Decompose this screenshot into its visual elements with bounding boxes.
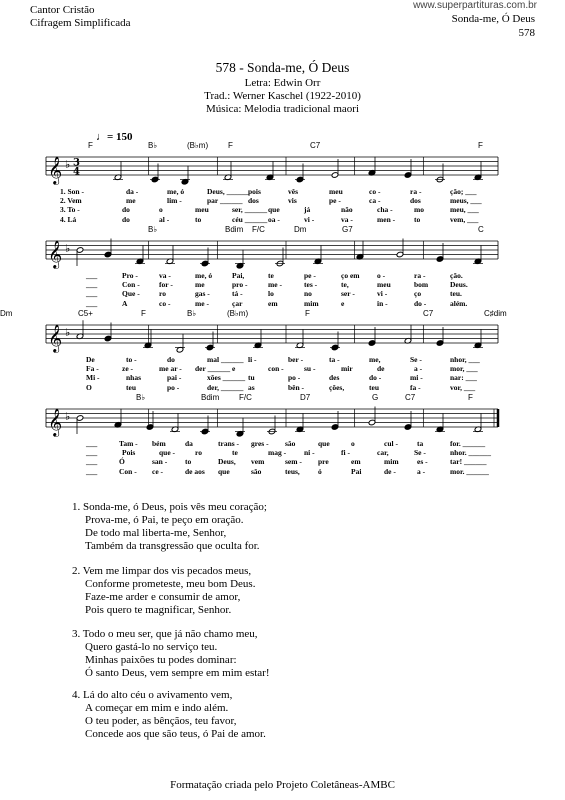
chord-label: B♭ — [148, 141, 158, 150]
lyric-syllable: su - — [304, 364, 316, 373]
verse-line: Também da transgressão que oculta for. — [85, 540, 260, 552]
lyric-syllable: em — [351, 457, 361, 466]
lyric-syllable: do — [122, 215, 130, 224]
lyric-syllable: ___ — [86, 439, 98, 448]
lyric-syllable: car, — [377, 448, 389, 457]
lyric-syllable: pois — [248, 187, 261, 196]
lyric-syllable: bém — [152, 439, 166, 448]
translation-credit: Trad.: Werner Kaschel (1922-2010) — [204, 90, 361, 102]
verse-1 — [72, 501, 267, 553]
lyric-syllable: ção. — [450, 271, 463, 280]
lyric-syllable: pe - — [304, 271, 316, 280]
chord-label: Bdim — [225, 225, 244, 234]
edition-name: Cifragem Simplificada — [30, 17, 131, 29]
time-signature-bottom: 4 — [73, 166, 80, 178]
lyric-syllable: ta - — [329, 355, 340, 364]
lyric-syllable: mim — [384, 457, 399, 466]
lyric-syllable: Deus. — [450, 280, 468, 289]
lyric-syllable: já — [304, 205, 311, 214]
lyric-syllable: Pai — [351, 467, 362, 476]
lyric-syllable: fi - — [341, 448, 350, 457]
lyric-syllable: mor. ______ — [450, 467, 489, 476]
chord-label: G — [372, 393, 379, 402]
verse-line: 1. Sonda-me, ó Deus, pois vês meu coração; — [72, 501, 267, 513]
lyric-syllable: par ______ — [207, 196, 243, 205]
lyric-syllable: mo — [414, 205, 424, 214]
chord-label: B♭ — [148, 225, 158, 234]
lyric-syllable: 1. Son - — [60, 187, 84, 196]
lyric-syllable: tu — [248, 373, 255, 382]
treble-clef-icon: 𝄞 — [48, 408, 63, 436]
lyric-syllable: e — [232, 364, 236, 373]
verse-3 — [72, 628, 270, 680]
music-credit: Música: Melodia tradicional maori — [205, 103, 360, 115]
lyric-syllable: vi - — [377, 289, 388, 298]
lyric-syllable: gas - — [195, 289, 210, 298]
lyric-syllable: me, — [369, 355, 381, 364]
site-watermark: www.superpartituras.com.br — [413, 0, 537, 11]
lyric-syllable: po - — [167, 383, 180, 392]
lyric-syllable: mim — [304, 299, 319, 308]
lyric-syllable: do — [167, 355, 175, 364]
lyric-syllable: 3. To - — [60, 205, 80, 214]
chord-label: F — [305, 309, 310, 318]
lyric-syllable: a - — [417, 467, 426, 476]
chord-label: C7 — [310, 141, 321, 150]
lyric-syllable: nhas — [126, 373, 142, 382]
chord-label: B♭ — [187, 309, 197, 318]
lyric-syllable: o — [351, 439, 355, 448]
chord-label: F — [468, 393, 473, 402]
tempo-value: = 150 — [107, 131, 133, 143]
verse-line: Conforme prometeste, meu bom Deus. — [85, 578, 256, 590]
chord-label: F — [228, 141, 233, 150]
lyric-syllable: çar — [232, 299, 243, 308]
lyric-syllable: ções, — [329, 383, 345, 392]
lyric-syllable: ser, ______ — [232, 205, 268, 214]
lyric-syllable: céu ______ — [232, 215, 268, 224]
lyric-syllable: Se - — [410, 355, 422, 364]
verse-line: O teu poder, as bênçãos, teu favor, — [85, 715, 237, 727]
lyric-syllable: ta — [417, 439, 424, 448]
lyric-syllable: li - — [248, 355, 257, 364]
chord-label: F/C — [239, 393, 252, 402]
lyric-syllable: teu — [369, 383, 379, 392]
lyric-syllable: con - — [268, 364, 284, 373]
verse-2 — [72, 565, 255, 617]
lyric-syllable: ro — [159, 289, 166, 298]
lyric-syllable: Con - — [122, 280, 140, 289]
lyric-syllable: Deus, ______ — [207, 187, 250, 196]
song-short-title: Sonda-me, Ó Deus — [451, 13, 535, 25]
footer-credit: Formatação criada pelo Projeto Coletâneas-AMBC — [170, 779, 395, 791]
lyric-syllable: for. ______ — [450, 439, 486, 448]
lyric-syllable: mi - — [410, 373, 423, 382]
lyric-syllable: pe - — [329, 196, 341, 205]
lyric-syllable: pro - — [232, 280, 248, 289]
lyric-syllable: ço em — [341, 271, 360, 280]
lyric-syllable: ce - — [152, 467, 164, 476]
lyric-syllable: mag - — [268, 448, 287, 457]
verse-line: Faze-me arder e consumir de amor, — [85, 591, 241, 603]
lyric-syllable: lim - — [167, 196, 182, 205]
page-title: 578 - Sonda-me, Ó Deus — [215, 60, 350, 75]
lyric-syllable: De — [86, 355, 95, 364]
lyric-syllable: são — [285, 439, 296, 448]
lyric-syllable: dos — [248, 196, 259, 205]
lyric-syllable: oa - — [268, 215, 280, 224]
chord-label: B♭ — [136, 393, 146, 402]
treble-clef-icon: 𝄞 — [48, 156, 63, 184]
lyric-syllable: san - — [152, 457, 168, 466]
lyric-syllable: sem - — [285, 457, 302, 466]
lyric-syllable: gres - — [251, 439, 269, 448]
lyric-syllable: o - — [377, 271, 386, 280]
lyric-syllable: do - — [414, 299, 427, 308]
lyric-syllable: da - — [126, 187, 139, 196]
lyric-syllable: teu — [126, 383, 136, 392]
lyric-syllable: va - — [341, 215, 353, 224]
lyric-syllable: meu, ___ — [450, 205, 479, 214]
lyric-syllable: ó — [318, 467, 322, 476]
lyric-syllable: xões ______ — [207, 373, 246, 382]
lyric-syllable: me, ó — [195, 271, 213, 280]
lyric-syllable: Fa - — [86, 364, 99, 373]
lyric-syllable: der, ______ — [207, 383, 244, 392]
lyric-syllable: da — [185, 439, 193, 448]
lyric-syllable: me ar - — [159, 364, 182, 373]
lyric-syllable: to - — [126, 355, 137, 364]
lyric-syllable: vi - — [304, 215, 315, 224]
verse-line: Prova-me, ó Pai, te peço em oração. — [85, 514, 244, 526]
treble-clef-icon: 𝄞 — [48, 324, 63, 352]
chord-label: C — [478, 225, 484, 234]
lyric-syllable: ___ — [86, 271, 98, 280]
lyric-syllable: 2. Vem — [60, 196, 82, 205]
verse-line: A começar em mim e indo além. — [85, 702, 229, 714]
lyric-syllable: des — [329, 373, 340, 382]
chord-label: C5+ — [78, 309, 93, 318]
lyric-syllable: mal ______ — [207, 355, 244, 364]
lyric-syllable: vis — [288, 196, 297, 205]
chord-label: D7 — [300, 393, 311, 402]
lyric-syllable: do - — [369, 373, 382, 382]
lyric-syllable: Pro - — [122, 271, 138, 280]
lyric-syllable: ção; ___ — [450, 187, 477, 196]
lyric-syllable: nhor, ___ — [450, 355, 480, 364]
lyric-syllable: em — [268, 299, 278, 308]
verse-line: De todo mal liberta-me, Senhor, — [85, 527, 227, 539]
lyric-syllable: que - — [159, 448, 176, 457]
lyric-syllable: me — [126, 196, 136, 205]
song-number: 578 — [518, 27, 535, 39]
book-name: Cantor Cristão — [30, 4, 95, 16]
lyrics-credit: Letra: Edwin Orr — [244, 77, 321, 89]
lyric-syllable: bom — [414, 280, 429, 289]
chord-label: C7 — [405, 393, 416, 402]
lyric-syllable: ca - — [369, 196, 381, 205]
lyric-syllable: meu — [377, 280, 391, 289]
lyric-syllable: Mi - — [86, 373, 100, 382]
lyric-syllable: ___ — [86, 289, 98, 298]
lyric-syllable: me - — [195, 299, 209, 308]
lyric-syllable: de aos — [185, 467, 205, 476]
flat-sign-icon: ♭ — [65, 326, 71, 339]
lyric-syllable: pai - — [167, 373, 182, 382]
lyric-syllable: po - — [288, 373, 301, 382]
lyric-syllable: tar! ______ — [450, 457, 487, 466]
lyric-syllable: ra - — [410, 187, 422, 196]
lyric-syllable: ra - — [414, 271, 426, 280]
chord-label: F — [141, 309, 146, 318]
chord-label: Bdim — [201, 393, 220, 402]
lyric-syllable: Ó — [119, 457, 125, 466]
chord-label: (B♭m) — [227, 309, 249, 318]
lyric-syllable: vem, ___ — [450, 215, 479, 224]
chord-label: F/C — [252, 225, 265, 234]
lyric-syllable: nar: ___ — [450, 373, 477, 382]
chord-label: Dm — [0, 309, 13, 318]
lyric-syllable: tes - — [304, 280, 318, 289]
lyric-syllable: de - — [384, 467, 396, 476]
lyric-syllable: nhor. ______ — [450, 448, 491, 457]
verse-line: Minhas paixões tu podes dominar: — [85, 654, 237, 666]
lyric-syllable: bên - — [288, 383, 305, 392]
verse-line: 3. Todo o meu ser, que já não chamo meu, — [72, 628, 258, 640]
lyric-syllable: to — [185, 457, 192, 466]
lyric-syllable: Se - — [414, 448, 426, 457]
lyric-syllable: der ______ — [195, 364, 231, 373]
lyric-syllable: são — [251, 467, 262, 476]
flat-sign-icon: ♭ — [65, 242, 71, 255]
chord-label: (B♭m) — [187, 141, 209, 150]
lyric-syllable: me - — [268, 280, 282, 289]
lyric-syllable: fa - — [410, 383, 421, 392]
chord-label: F — [478, 141, 483, 150]
lyric-syllable: in - — [377, 299, 388, 308]
lyric-syllable: ro — [195, 448, 202, 457]
lyric-syllable: lo — [268, 289, 274, 298]
lyric-syllable: teus, — [285, 467, 300, 476]
lyric-syllable: mor, ___ — [450, 364, 478, 373]
lyric-syllable: ___ — [86, 467, 98, 476]
lyric-syllable: es - — [417, 457, 428, 466]
lyric-syllable: dos — [410, 196, 421, 205]
lyric-syllable: for - — [159, 280, 173, 289]
lyric-syllable: vês — [288, 187, 298, 196]
lyric-syllable: e — [341, 299, 345, 308]
lyric-syllable: me, ó — [167, 187, 185, 196]
lyric-syllable: te, — [341, 280, 349, 289]
lyric-syllable: o — [159, 205, 163, 214]
lyric-syllable: Con - — [119, 467, 137, 476]
lyric-syllable: não — [341, 205, 353, 214]
lyric-syllable: ze - — [122, 364, 134, 373]
verse-line: Concede aos que são teus, ó Pai de amor. — [85, 728, 266, 740]
lyric-syllable: as — [248, 383, 255, 392]
lyric-syllable: ___ — [86, 299, 98, 308]
lyric-syllable: de — [377, 364, 385, 373]
lyric-syllable: além. — [450, 299, 468, 308]
verse-4 — [72, 689, 266, 741]
lyric-syllable: ço — [414, 289, 422, 298]
lyric-syllable: que — [268, 205, 280, 214]
lyric-syllable: que — [318, 439, 330, 448]
lyric-syllable: a - — [414, 364, 423, 373]
lyric-syllable: te — [232, 448, 238, 457]
verse-line: Pois quero te magnificar, Senhor. — [85, 604, 232, 616]
lyric-syllable: 4. Lá — [60, 215, 77, 224]
lyric-syllable: Tam - — [119, 439, 138, 448]
chord-label: C♯dim — [484, 309, 507, 318]
lyric-syllable: no — [304, 289, 312, 298]
lyric-syllable: ni - — [304, 448, 315, 457]
lyric-syllable: vor, ___ — [450, 383, 476, 392]
lyric-syllable: to — [414, 215, 421, 224]
lyric-syllable: cha - — [377, 205, 393, 214]
quarter-note-icon: ♩ — [96, 131, 107, 143]
lyric-syllable: mir — [341, 364, 353, 373]
treble-clef-icon: 𝄞 — [48, 240, 63, 268]
chord-label: F — [88, 141, 93, 150]
lyric-syllable: O — [86, 383, 92, 392]
chord-label: Dm — [294, 225, 307, 234]
lyric-syllable: Que - — [122, 289, 140, 298]
flat-sign-icon: ♭ — [65, 158, 71, 171]
chord-label: G7 — [342, 225, 353, 234]
lyric-syllable: meu — [195, 205, 209, 214]
lyric-syllable: to — [195, 215, 202, 224]
lyric-syllable: al - — [159, 215, 170, 224]
lyric-syllable: co - — [369, 187, 381, 196]
lyric-syllable: A — [122, 299, 128, 308]
verse-line: Ó santo Deus, vem sempre em mim estar! — [85, 667, 270, 679]
lyric-syllable: ser - — [341, 289, 355, 298]
lyric-syllable: vem — [251, 457, 265, 466]
lyric-syllable: meu — [329, 187, 343, 196]
lyric-syllable: ___ — [86, 448, 98, 457]
lyric-syllable: pre — [318, 457, 329, 466]
lyric-syllable: Deus, — [218, 457, 236, 466]
lyric-syllable: Pois — [122, 448, 136, 457]
chord-label: C7 — [423, 309, 434, 318]
flat-sign-icon: ♭ — [65, 410, 71, 423]
lyric-syllable: cul - — [384, 439, 398, 448]
lyric-syllable: meus, ___ — [450, 196, 482, 205]
verse-line: 4. Lá do alto céu o avivamento vem, — [72, 689, 233, 701]
lyric-syllable: teu. — [450, 289, 462, 298]
verse-line: 2. Vem me limpar dos vis pecados meus, — [72, 565, 252, 577]
lyric-syllable: va - — [159, 271, 171, 280]
lyric-syllable: que — [218, 467, 230, 476]
time-signature-top: 3 — [73, 157, 80, 169]
lyric-syllable: ___ — [86, 280, 98, 289]
lyric-syllable: do — [122, 205, 130, 214]
lyric-syllable: ___ — [86, 457, 98, 466]
lyric-syllable: ber - — [288, 355, 304, 364]
verse-line: Quero gastá-lo no serviço teu. — [85, 641, 218, 653]
lyric-syllable: tá - — [232, 289, 243, 298]
lyric-syllable: Pai, — [232, 271, 245, 280]
lyric-syllable: co - — [159, 299, 171, 308]
lyric-syllable: men - — [377, 215, 396, 224]
lyric-syllable: trans - — [218, 439, 240, 448]
lyric-syllable: me — [195, 280, 205, 289]
lyric-syllable: te — [268, 271, 274, 280]
